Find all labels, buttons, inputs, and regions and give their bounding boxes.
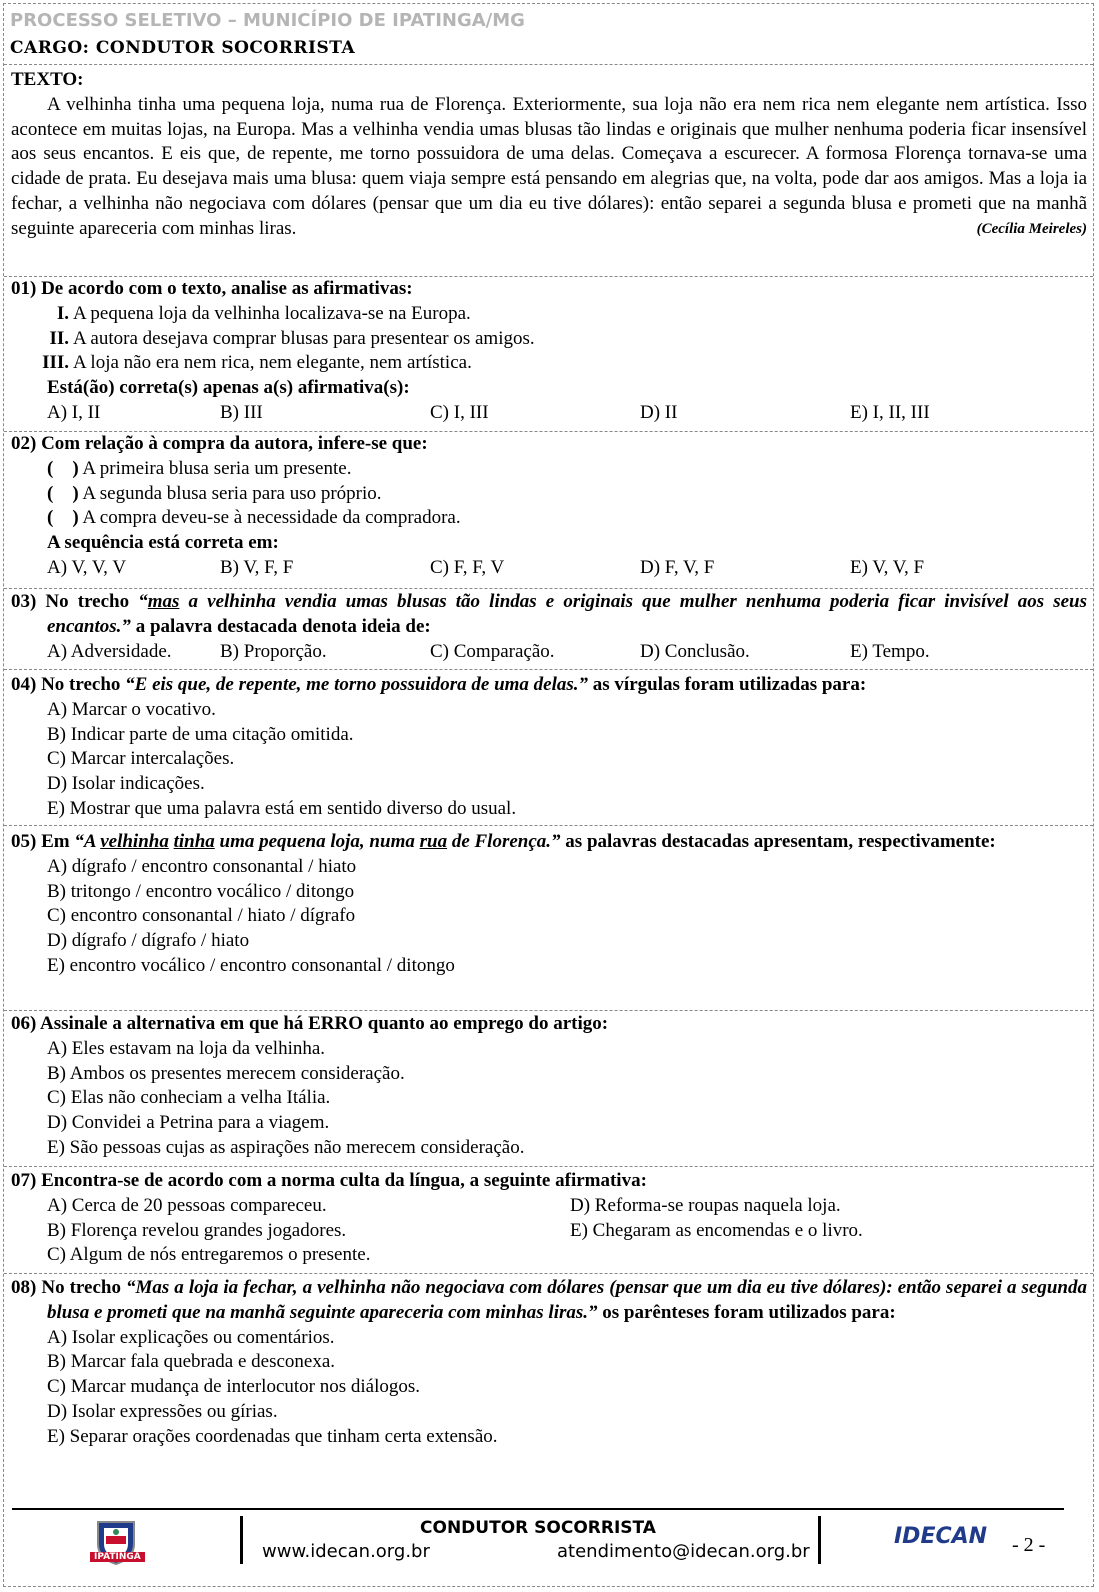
statement-item: II. A autora desejava comprar blusas para presentear os amigos.: [49, 327, 535, 349]
question-stem: 03) No trecho “mas a velhinha vendia umas blusas tão lindas e originais que mulher nenhuma poderia ficar invisível aos seus encantos.” a palavra destacada denota ideia de:: [11, 591, 1087, 637]
option-a[interactable]: A) Marcar o vocativo.: [47, 698, 216, 720]
highlighted-word: mas: [147, 591, 180, 612]
statement-item: ( ) A compra deveu-se à necessidade da compradora.: [47, 507, 461, 529]
option-e[interactable]: E) encontro vocálico / encontro consonantal / ditongo: [47, 954, 455, 976]
option-e[interactable]: E) São pessoas cujas as aspirações não merecem consideração.: [47, 1136, 525, 1158]
option-d[interactable]: D) Conclusão.: [640, 640, 750, 662]
question-08: [11, 1276, 1087, 1450]
statement-item: ( ) A segunda blusa seria para uso próprio.: [47, 482, 382, 504]
logo-caption: IPATINGA: [90, 1552, 145, 1562]
option-a[interactable]: A) dígrafo / encontro consonantal / hiato: [47, 855, 357, 877]
footer-rule: [12, 1508, 1064, 1510]
highlighted-word: velhinha: [100, 831, 169, 852]
question-stem: 05) Em “A velhinha tinha uma pequena loja, numa rua de Florença.” as palavras destacadas apresentam, respectivamente:: [11, 831, 996, 852]
option-a[interactable]: A) I, II: [47, 401, 101, 423]
option-d[interactable]: D) Isolar indicações.: [47, 773, 205, 795]
divider: [4, 825, 1093, 826]
option-c[interactable]: C) Algum de nós entregaremos o presente.: [47, 1244, 371, 1266]
option-c[interactable]: C) I, III: [430, 401, 489, 423]
option-c[interactable]: C) Marcar intercalações.: [47, 748, 235, 770]
option-d[interactable]: D) F, V, F: [640, 556, 715, 578]
question-02: [11, 432, 1087, 581]
option-c[interactable]: C) Elas não conheciam a velha Itália.: [47, 1087, 331, 1109]
option-e[interactable]: E) Separar orações coordenadas que tinham certa extensão.: [47, 1425, 498, 1447]
answer-blank[interactable]: ( ): [47, 457, 79, 479]
highlighted-word: tinha: [173, 831, 215, 852]
statement-item: III. A loja não era nem rica, nem elegante, nem artística.: [42, 352, 472, 374]
option-e[interactable]: E) Mostrar que uma palavra está em sentido diverso do usual.: [47, 797, 517, 819]
option-d[interactable]: D) Isolar expressões ou gírias.: [47, 1400, 278, 1422]
option-d[interactable]: D) Convidei a Petrina para a viagem.: [47, 1112, 330, 1134]
option-e[interactable]: E) V, V, F: [850, 556, 925, 578]
divider: [4, 1010, 1093, 1011]
answer-options: [11, 556, 1087, 581]
divider: [4, 669, 1093, 670]
option-d[interactable]: D) Reforma-se roupas naquela loja.: [570, 1194, 841, 1216]
reading-text: [11, 68, 1087, 242]
question-06: [11, 1012, 1087, 1161]
option-c[interactable]: C) encontro consonantal / hiato / dígrafo: [47, 905, 356, 927]
option-e[interactable]: E) I, II, III: [850, 401, 930, 423]
answer-blank[interactable]: ( ): [47, 482, 79, 504]
question-stem: 01) De acordo com o texto, analise as afirmativas:: [11, 278, 413, 299]
highlighted-word: rua: [419, 831, 448, 852]
option-b[interactable]: B) Marcar fala quebrada e desconexa.: [47, 1351, 336, 1373]
question-04: [11, 673, 1087, 822]
option-b[interactable]: B) Proporção.: [220, 640, 327, 662]
question-05: [11, 830, 1087, 979]
text-author: (Cecília Meireles): [976, 220, 1087, 237]
text-label: TEXTO:: [11, 69, 84, 90]
statement-item: I. A pequena loja da velhinha localizava-se na Europa.: [56, 302, 471, 324]
footer-website-link[interactable]: www.idecan.org.br: [262, 1541, 430, 1562]
text-body: A velhinha tinha uma pequena loja, numa rua de Florença. Exteriormente, sua loja não era nem rica nem elegante nem artística. Isso acontece em muitas lojas, na Europa. Mas a velhinha vendia umas blusas tão lindas e originais que mulher nenhuma poderia ficar insensível aos seus encantos. E eis que, de repente, me torno possuidora de uma delas. Começava a escurecer. A formosa Florença tornava-se uma cidade de prata. Eu desejava mais uma blusa: quem viaja sempre está pensando em alegrias que, na volta, pode dar aos amigos. Mas a loja ia fechar, a velhinha não negociava com dólares (pensar que um dia eu tive dólares): então separei a segunda blusa e prometi que na manhã seguinte apareceria com minhas liras. (Cecília Meireles): [11, 93, 1087, 242]
question-01: [11, 277, 1087, 426]
option-d[interactable]: D) II: [640, 401, 678, 423]
option-b[interactable]: B) Indicar parte de uma citação omitida.: [47, 723, 354, 745]
question-stem: 07) Encontra-se de acordo com a norma culta da língua, a seguinte afirmativa:: [11, 1170, 647, 1191]
answer-blank[interactable]: ( ): [47, 507, 79, 529]
question-prompt: Está(ão) correta(s) apenas a(s) afirmativa(s):: [47, 377, 410, 399]
option-a[interactable]: A) Adversidade.: [47, 640, 172, 662]
answer-options-row: [11, 1194, 1087, 1219]
question-prompt: A sequência está correta em:: [47, 532, 279, 554]
option-a[interactable]: A) Cerca de 20 pessoas compareceu.: [47, 1194, 327, 1216]
option-d[interactable]: D) dígrafo / dígrafo / hiato: [47, 930, 250, 952]
exam-header-cargo: CARGO: CONDUTOR SOCORRISTA: [10, 38, 356, 58]
question-stem: 08) No trecho “Mas a loja ia fechar, a velhinha não negociava com dólares (pensar que um dia eu tive dólares): então separei a segunda blusa e prometi que na manhã seguinte apareceria com minhas liras.” os parênteses foram utilizados para:: [11, 1277, 1087, 1323]
footer-title: CONDUTOR SOCORRISTA: [420, 1518, 656, 1538]
answer-options: [11, 401, 1087, 426]
option-b[interactable]: B) tritongo / encontro vocálico / ditongo: [47, 880, 355, 902]
option-c[interactable]: C) F, F, V: [430, 556, 505, 578]
question-03: [11, 590, 1087, 664]
option-a[interactable]: A) Isolar explicações ou comentários.: [47, 1326, 335, 1348]
page-number: - 2 -: [1012, 1534, 1046, 1556]
option-a[interactable]: A) V, V, V: [47, 556, 127, 578]
answer-options-row: [11, 1219, 1087, 1244]
page-footer: [12, 1508, 1080, 1588]
option-b[interactable]: B) Florença revelou grandes jogadores.: [47, 1219, 347, 1241]
question-stem: 02) Com relação à compra da autora, infere-se que:: [11, 433, 428, 454]
question-07: [11, 1169, 1087, 1268]
option-b[interactable]: B) Ambos os presentes merecem consideração.: [47, 1062, 405, 1084]
divider: [4, 1166, 1093, 1167]
statement-item: ( ) A primeira blusa seria um presente.: [47, 457, 352, 479]
exam-page: [3, 3, 1094, 1587]
divider: [4, 64, 1093, 65]
option-e[interactable]: E) Chegaram as encomendas e o livro.: [570, 1219, 863, 1241]
option-c[interactable]: C) Comparação.: [430, 640, 555, 662]
exam-header-title: PROCESSO SELETIVO – MUNICÍPIO DE IPATINGA/MG: [10, 10, 525, 31]
question-stem: 06) Assinale a alternativa em que há ERRO quanto ao emprego do artigo:: [11, 1013, 609, 1034]
divider: [4, 1273, 1093, 1274]
answer-options: [11, 640, 1087, 665]
footer-email-link[interactable]: atendimento@idecan.org.br: [557, 1541, 810, 1562]
divider: [4, 588, 1093, 589]
option-c[interactable]: C) Marcar mudança de interlocutor nos diálogos.: [47, 1376, 421, 1398]
option-b[interactable]: B) V, F, F: [220, 556, 294, 578]
question-stem: 04) No trecho “E eis que, de repente, me torno possuidora de uma delas.” as vírgulas foram utilizadas para:: [11, 674, 867, 695]
idecan-logo: IDECAN: [894, 1524, 988, 1549]
option-b[interactable]: B) III: [220, 401, 263, 423]
option-a[interactable]: A) Eles estavam na loja da velhinha.: [47, 1037, 326, 1059]
option-e[interactable]: E) Tempo.: [850, 640, 930, 662]
